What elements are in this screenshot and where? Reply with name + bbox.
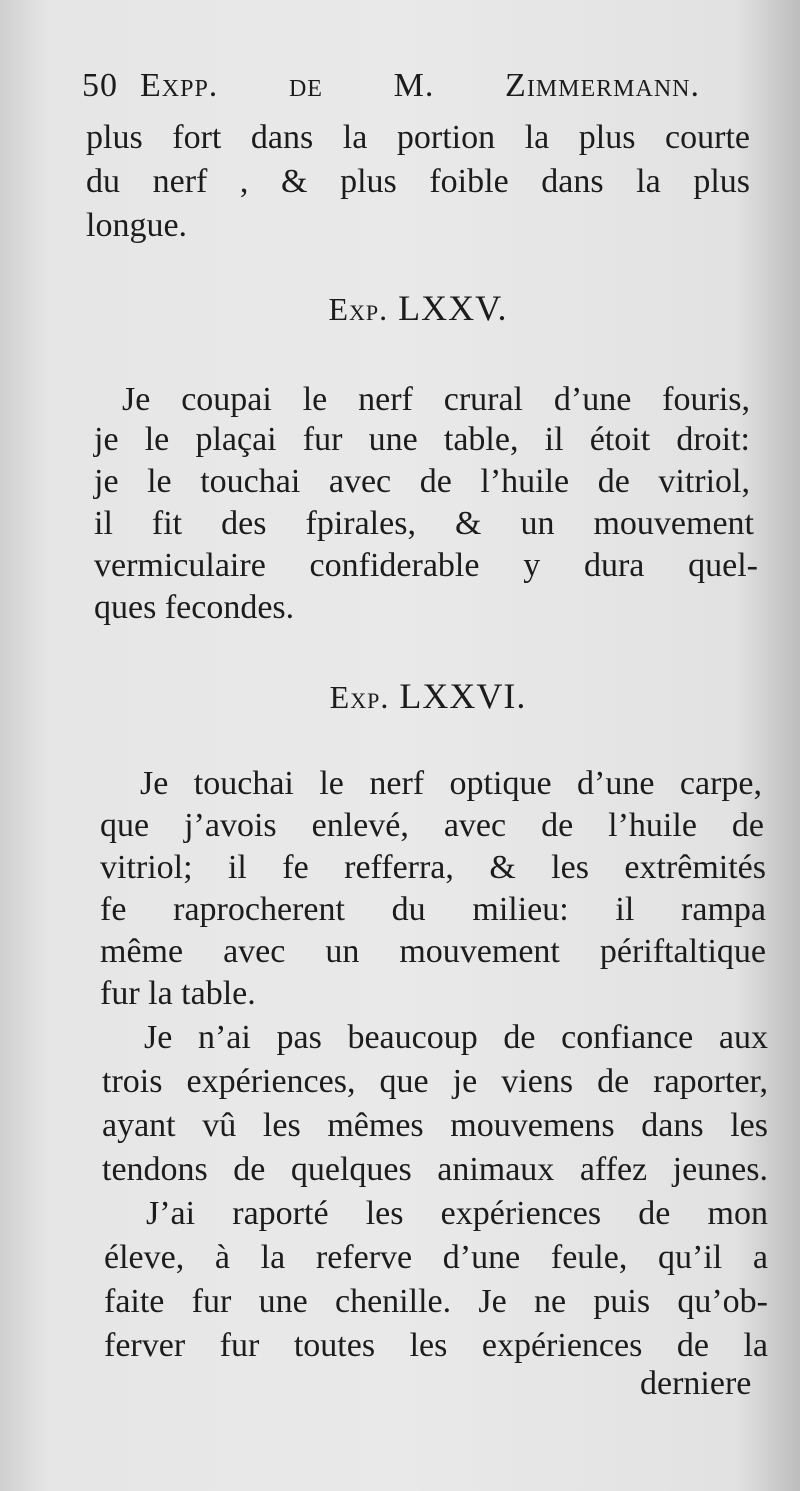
page-number: 50 xyxy=(82,67,118,104)
text-line: Je coupai le nerf crural d’une fouris, xyxy=(122,381,750,418)
running-header xyxy=(82,66,700,106)
heading-number: LXXV. xyxy=(398,288,508,328)
text-line: même avec un mouvement périftaltique xyxy=(100,933,766,970)
text-line: je le touchai avec de l’huile de vitriol, xyxy=(94,463,750,500)
text-line: Je n’ai pas beaucoup de confiance aux xyxy=(144,1019,768,1056)
text-line: vermiculaire confiderable y dura quel- xyxy=(94,547,758,584)
text-line: Je touchai le nerf optique d’une carpe, xyxy=(140,765,762,802)
text-line: J’ai raporté les expériences de mon xyxy=(146,1195,768,1232)
text-line: vitriol; il fe refferra, & les extrêmités xyxy=(100,849,766,886)
text-line: longue. xyxy=(86,207,188,244)
text-line: il fit des fpirales, & un mouvement xyxy=(94,505,754,542)
text-line: trois expériences, que je viens de raporter, xyxy=(102,1063,768,1100)
text-line: plus fort dans la portion la plus courte xyxy=(86,119,750,156)
text-line: éleve, à la referve d’une feule, qu’il a xyxy=(104,1239,768,1276)
text-line: ferver fur toutes les expériences de la xyxy=(104,1327,768,1364)
text-line: fe raprocherent du milieu: il rampa xyxy=(100,891,766,928)
text-line: je le plaçai fur une table, il étoit droit: xyxy=(94,421,750,458)
text-line: fur la table. xyxy=(100,975,256,1012)
section-heading-lxxv xyxy=(86,288,750,329)
text-line: faite fur une chenille. Je ne puis qu’ob- xyxy=(104,1283,768,1320)
heading-prefix: Exp. xyxy=(329,679,390,715)
heading-prefix: Exp. xyxy=(328,291,389,327)
heading-number: LXXVI. xyxy=(399,676,527,716)
text-line: que j’avois enlevé, avec de l’huile de xyxy=(100,807,764,844)
section-heading-lxxvi xyxy=(96,676,760,717)
catchword: derniere xyxy=(640,1365,752,1402)
text-line: ayant vû les mêmes mouvemens dans les xyxy=(102,1107,768,1144)
running-title: Expp. de M. Zimmermann. xyxy=(140,67,700,104)
text-line: du nerf , & plus foible dans la plus xyxy=(86,163,750,200)
text-line: ques fecondes. xyxy=(94,589,295,626)
text-line: tendons de quelques animaux affez jeunes. xyxy=(102,1151,768,1188)
